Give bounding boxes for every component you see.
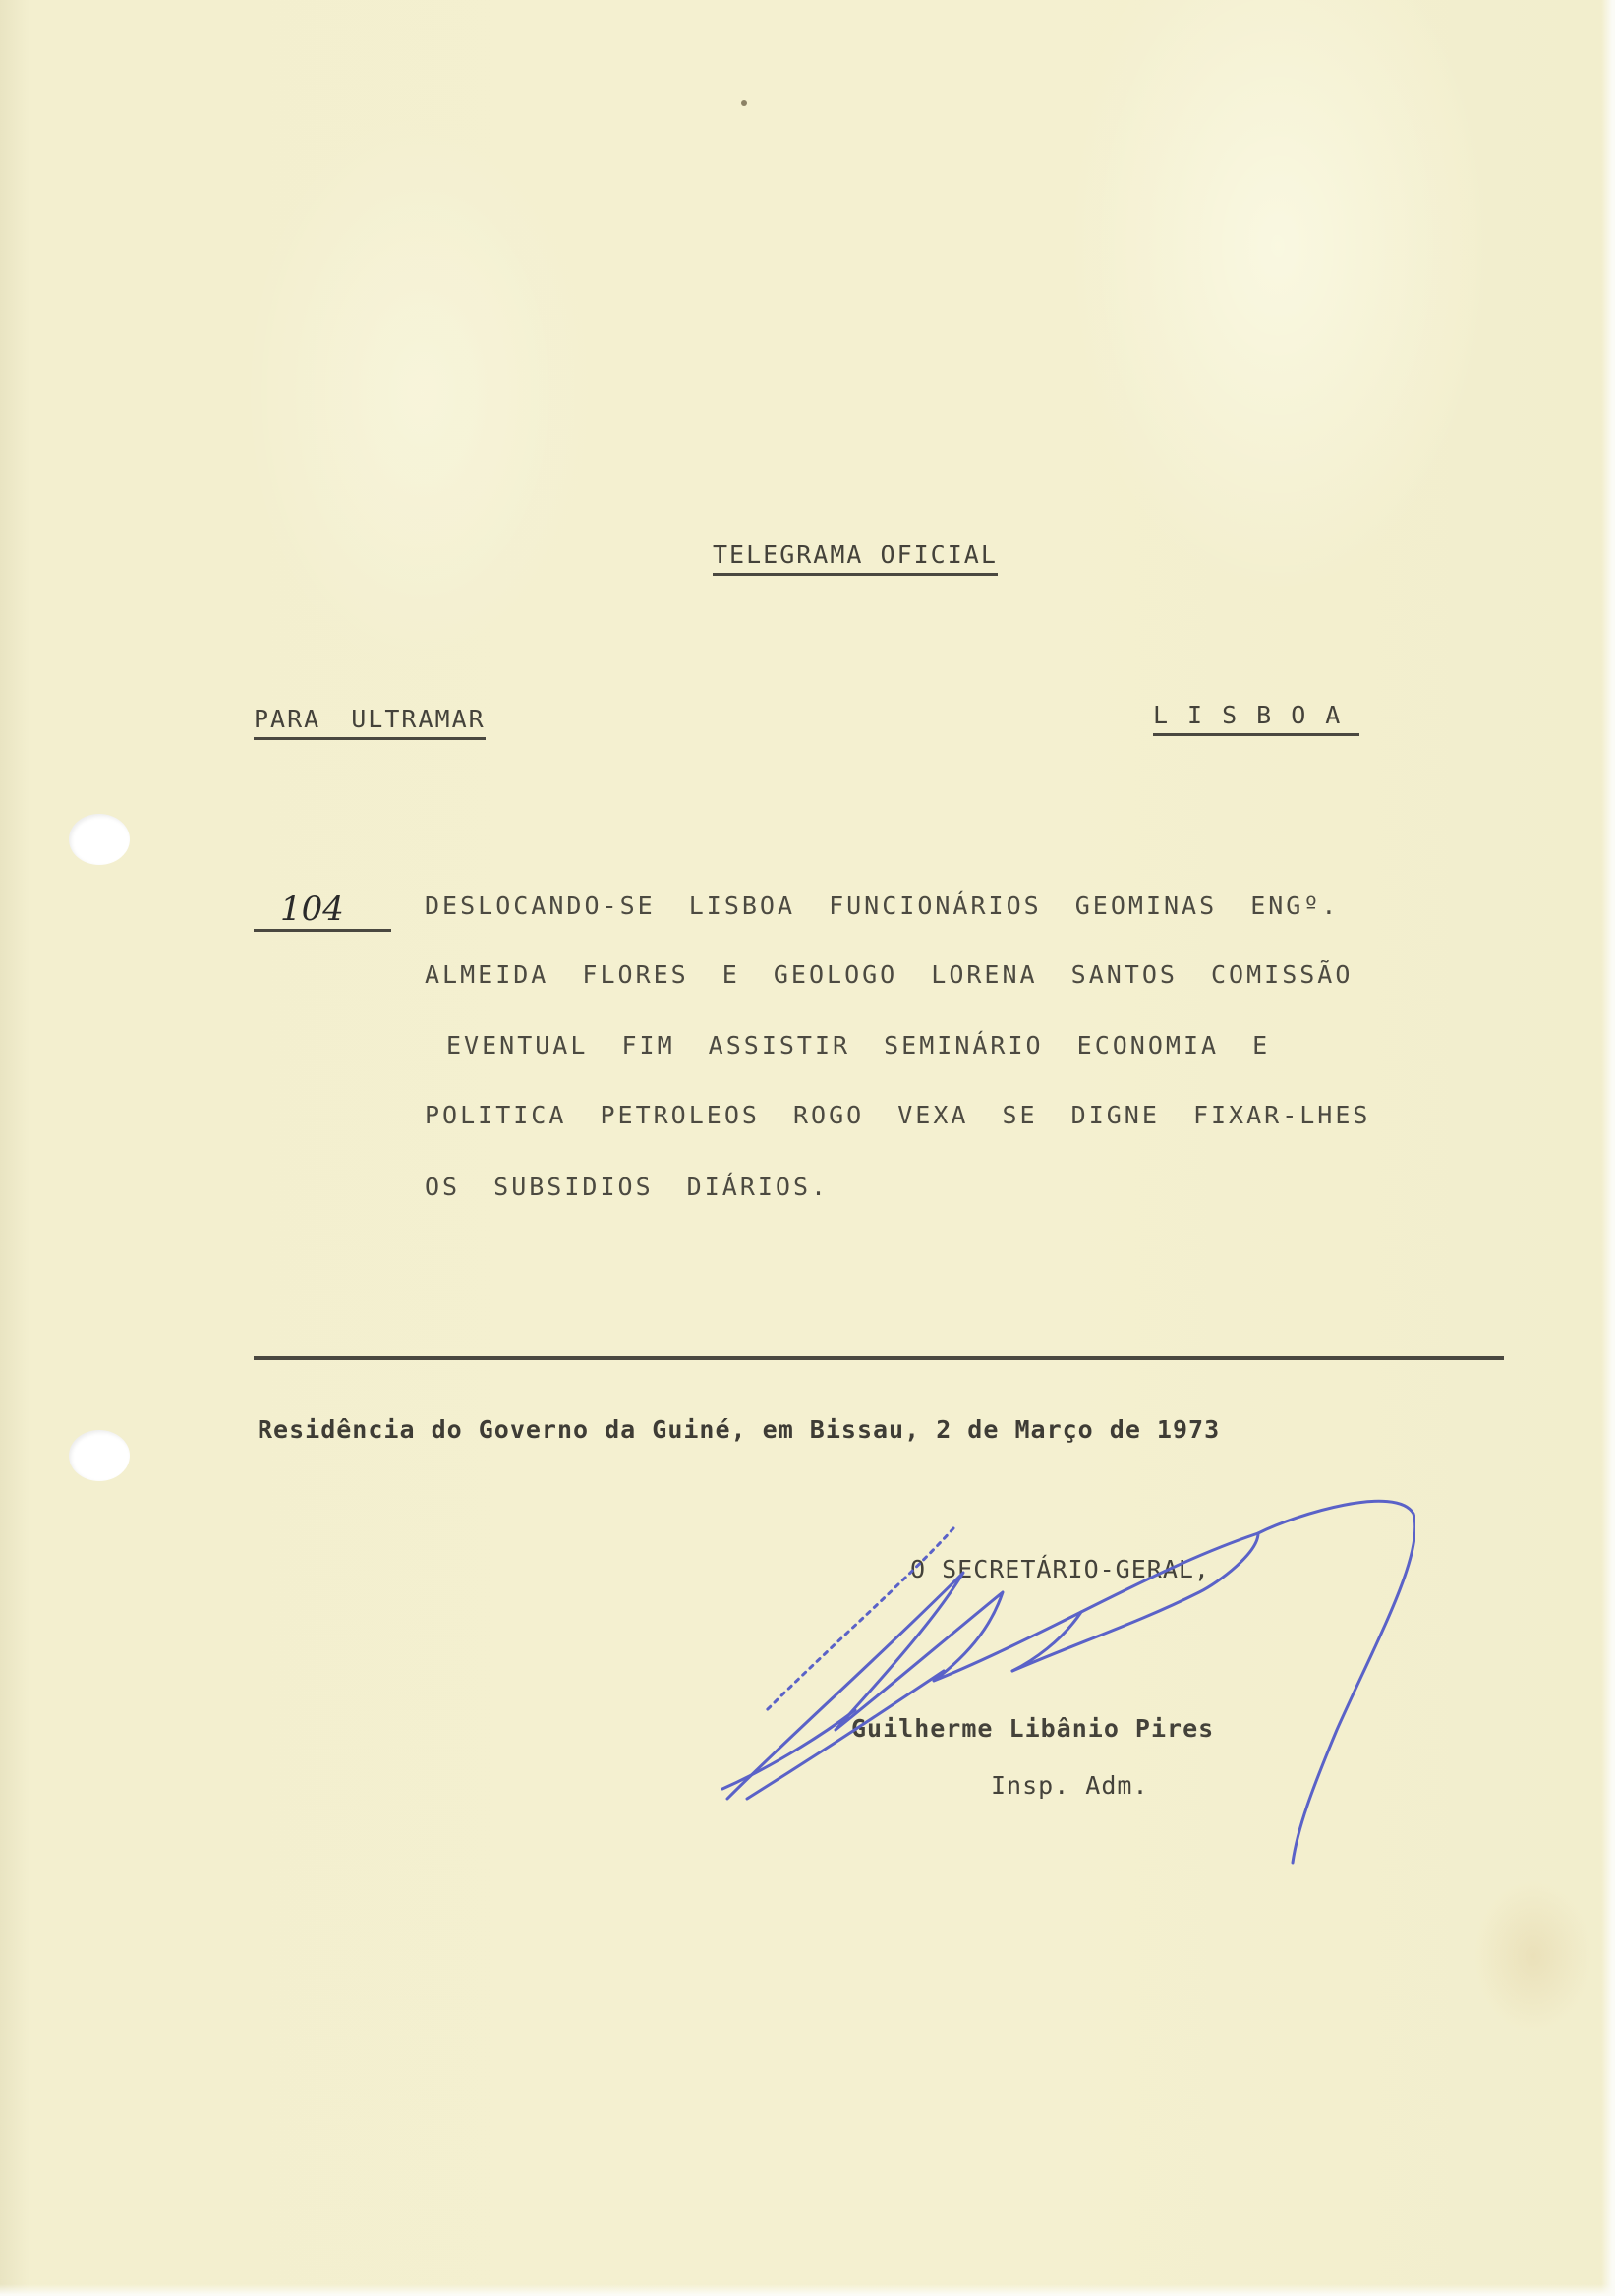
message-line: OS SUBSIDIOS DIÁRIOS. <box>425 1173 830 1201</box>
message-line: EVENTUAL FIM ASSISTIR SEMINÁRIO ECONOMIA E <box>446 1031 1271 1060</box>
signatory-title: O SECRETÁRIO-GERAL, <box>910 1555 1210 1583</box>
signatory-name: Guilherme Libânio Pires <box>851 1714 1215 1743</box>
place-and-date: Residência do Governo da Guiné, em Bissau, 2 de Março de 1973 <box>258 1415 1221 1444</box>
paper-edge-bottom <box>0 2284 1615 2296</box>
section-divider <box>254 1356 1504 1360</box>
punch-hole-bottom <box>69 1430 130 1481</box>
paper-speck <box>741 100 747 106</box>
signatory-role: Insp. Adm. <box>991 1771 1149 1800</box>
destination-label: LISBOA <box>1153 701 1359 736</box>
paper-edge-right <box>1601 0 1615 2296</box>
message-number: 104 <box>280 890 344 929</box>
handwritten-signature <box>708 1474 1415 1867</box>
message-line: DESLOCANDO-SE LISBOA FUNCIONÁRIOS GEOMINAS ENGº. <box>425 891 1340 920</box>
recipient-label: PARA ULTRAMAR <box>254 705 486 740</box>
message-number-underline <box>254 929 391 932</box>
document-title: TELEGRAMA OFICIAL <box>713 541 998 576</box>
message-line: POLITICA PETROLEOS ROGO VEXA SE DIGNE FIXAR-LHES <box>425 1101 1371 1129</box>
message-line: ALMEIDA FLORES E GEOLOGO LORENA SANTOS COMISSÃO <box>425 960 1354 989</box>
punch-hole-top <box>69 814 130 865</box>
